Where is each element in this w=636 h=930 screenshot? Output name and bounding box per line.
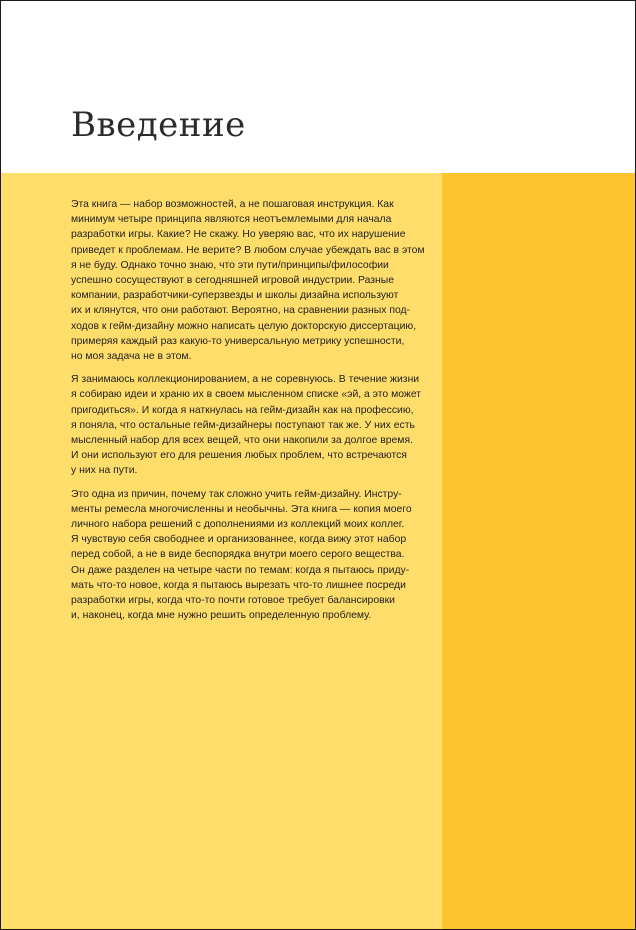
page-title: Введение: [71, 105, 246, 145]
body-text: [71, 197, 433, 631]
text-line: Я занимаюсь коллекционированием, а не соревнуюсь. В течение жизни: [71, 374, 420, 386]
text-line: их и клянутся, что они работают. Вероятно, на сравнении разных под-: [71, 305, 411, 317]
text-line: Он даже разделен на четыре части по темам: когда я пытаюсь приду-: [71, 564, 410, 576]
text-line: разработки игры, когда что-то почти готовое требует балансировки: [71, 595, 395, 607]
text-line: мать что-то новое, когда я пытаюсь вырезать что-то лишнее посреди: [71, 579, 406, 591]
text-line: И они используют его для решения любых проблем, что встречаются: [71, 450, 407, 462]
text-line: компании, разработчики-суперзвезды и школы дизайна используют: [71, 290, 399, 302]
side-accent-panel: [442, 173, 635, 929]
text-line: приведет к проблемам. Не верите? В любом случае убеждать вас в этом: [71, 244, 425, 256]
text-line: но моя задача не в этом.: [71, 351, 192, 363]
paragraph-1: [71, 197, 433, 364]
paragraph-2: [71, 372, 433, 478]
text-line: разработки игры. Какие? Не скажу. Но уверяю вас, что их нарушение: [71, 229, 406, 241]
text-line: ходов к гейм-дизайну можно написать целую докторскую диссертацию,: [71, 320, 417, 332]
text-line: Это одна из причин, почему так сложно учить гейм-дизайну. Инстру-: [71, 488, 402, 500]
text-line: минимум четыре принципа являются неотъемлемыми для начала: [71, 214, 392, 226]
text-line: и, наконец, когда мне нужно решить определенную проблему.: [71, 610, 372, 622]
text-line: примеряя каждый раз какую-то универсальную метрику успешности,: [71, 335, 405, 347]
text-line: мысленный набор для всех вещей, что они накопили за долгое время.: [71, 435, 413, 447]
text-line: успешно сосуществуют в сегодняшней игровой индустрии. Разные: [71, 275, 395, 287]
paragraph-3: [71, 487, 433, 624]
text-line: у них на пути.: [71, 465, 138, 477]
text-line: перед собой, а не в виде беспорядка внутри моего серого вещества.: [71, 549, 405, 561]
text-line: личного набора решений с дополнениями из коллекций моих коллег.: [71, 519, 405, 531]
text-line: я поняла, что остальные гейм-дизайнеры поступают так же. У них есть: [71, 419, 415, 431]
text-line: я собираю идеи и храню их в своем мысленном списке «эй, а это может: [71, 389, 422, 401]
text-line: менты ремесла многочисленны и необычны. Эта книга — копия моего: [71, 503, 412, 515]
text-line: Я чувствую себя свободнее и организованнее, когда вижу этот набор: [71, 534, 407, 546]
text-line: Эта книга — набор возможностей, а не пошаговая инструкция. Как: [71, 199, 394, 210]
text-line: я не буду. Однако точно знаю, что эти пути/принципы/философии: [71, 259, 389, 271]
text-line: пригодиться». И когда я наткнулась на гейм-дизайн как на профессию,: [71, 404, 414, 416]
